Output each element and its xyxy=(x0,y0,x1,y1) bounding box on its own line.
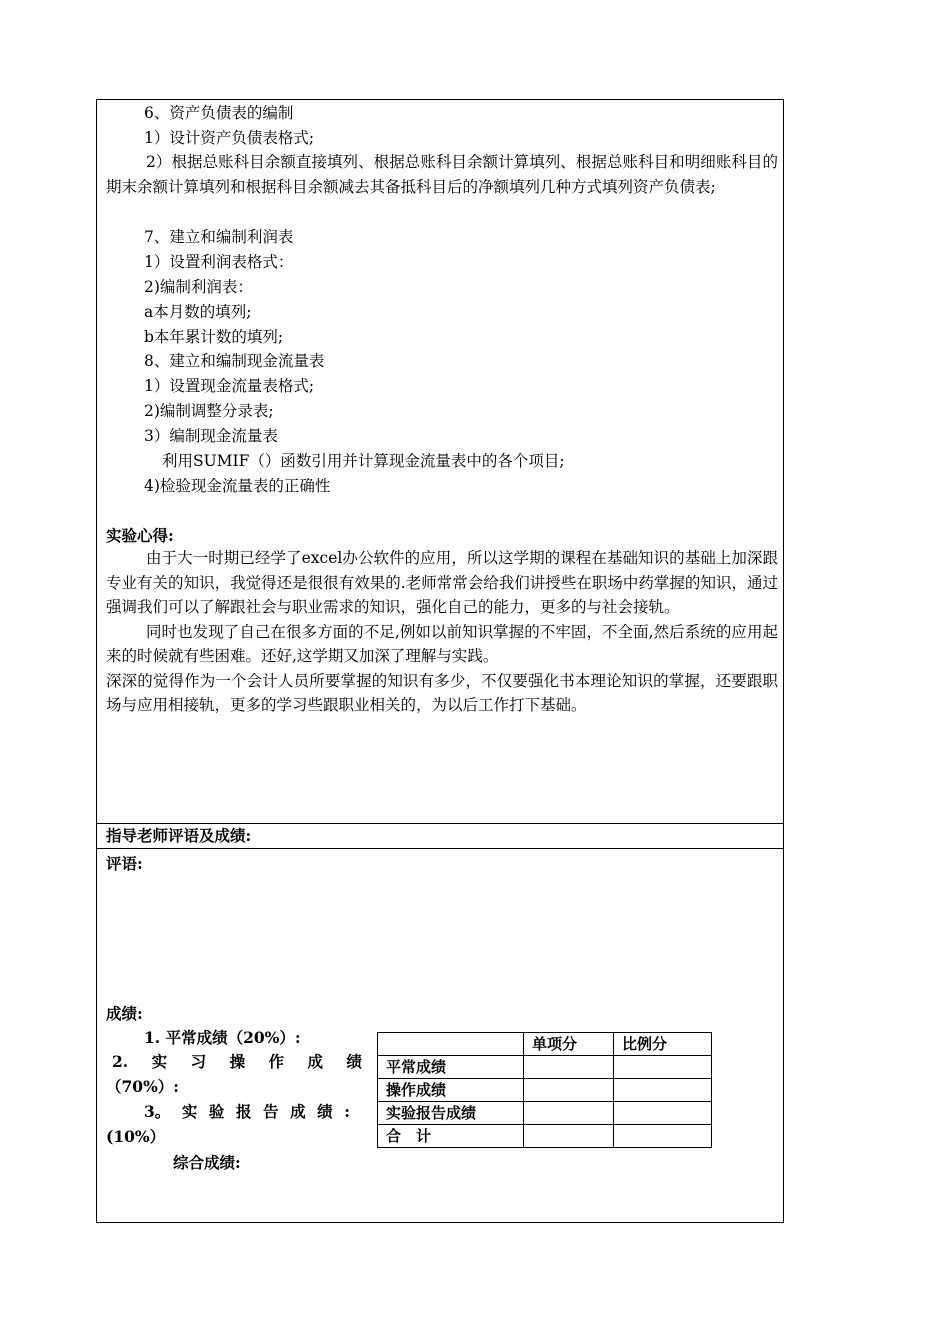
table-row xyxy=(378,1102,712,1125)
step-line: 利用SUMIF（）函数引用并计算现金流量表中的各个项目; xyxy=(162,452,565,470)
ratio-score-cell[interactable] xyxy=(614,1056,712,1079)
reflection-paragraph: 深深的觉得作为一个会计人员所要掌握的知识有多少，不仅要强化书本理论知识的掌握，还要跟职场与应用相接轨，更多的学习些跟职业相关的，为以后工作打下基础。 xyxy=(106,671,778,714)
step-line: 2）根据总账科目余额直接填列、根据总账科目余额计算填列、根据总账科目和明细账科目的期末余额计算填列和根据科目余额减去其备抵科目后的净额填列几种方式填列资产负债表; xyxy=(106,153,778,196)
total-grade-label: 综合成绩: xyxy=(173,1153,241,1172)
section-divider xyxy=(96,823,784,824)
reflection-paragraph: 同时也发现了自己在很多方面的不足,例如以前知识掌握的不牢固，不全面,然后系统的应用起来的时候就有些困难。还好,这学期又加深了理解与实践。 xyxy=(106,622,778,665)
ratio-score-cell[interactable] xyxy=(614,1079,712,1102)
row-label: 操作成绩 xyxy=(378,1079,524,1102)
step-paragraph xyxy=(106,150,778,199)
step-line: 8、建立和编制现金流量表 xyxy=(144,352,325,370)
teacher-heading: 指导老师评语及成绩: xyxy=(106,826,252,845)
grade-item-practice: 2. 实 习 操 作 成 绩 xyxy=(112,1052,362,1071)
table-header: 单项分 xyxy=(524,1033,614,1056)
comment-label: 评语: xyxy=(106,854,143,873)
step-line: 7、建立和编制利润表 xyxy=(144,228,294,246)
single-score-cell[interactable] xyxy=(524,1056,614,1079)
row-label: 合 计 xyxy=(378,1125,524,1148)
single-score-cell[interactable] xyxy=(524,1125,614,1148)
table-row xyxy=(378,1079,712,1102)
table-row xyxy=(378,1056,712,1079)
step-line: 1）设置利润表格式： xyxy=(144,253,294,271)
table-header-row xyxy=(378,1033,712,1056)
single-score-cell[interactable] xyxy=(524,1079,614,1102)
step-line: 3）编制现金流量表 xyxy=(144,427,278,445)
reflection-paragraph: 由于大一时期已经学了excel办公软件的应用，所以这学期的课程在基础知识的基础上加深跟专业有关的知识，我觉得还是很很有效果的.老师常常会给我们讲授些在职场中药掌握的知识，通过强调我们可以了解跟社会与职业需求的知识，强化自己的能力，更多的与社会接轨。 xyxy=(106,549,778,616)
grade-item-regular: 1. 平常成绩（20%）: xyxy=(144,1028,301,1047)
row-label: 实验报告成绩 xyxy=(378,1102,524,1125)
table-header xyxy=(378,1033,524,1056)
ratio-score-cell[interactable] xyxy=(614,1102,712,1125)
single-score-cell[interactable] xyxy=(524,1102,614,1125)
grade-item-practice-weight: （70%）: xyxy=(106,1077,180,1096)
grade-label: 成绩: xyxy=(106,1004,143,1023)
reflection-body xyxy=(106,546,778,718)
step-line: 2)编制利润表： xyxy=(144,278,253,296)
ratio-score-cell[interactable] xyxy=(614,1125,712,1148)
step-line: b本年累计数的填列; xyxy=(144,328,284,346)
grade-item-report-weight: (10%） xyxy=(106,1127,166,1146)
step-line: 6、资产负债表的编制 xyxy=(144,104,294,122)
step-line: 2)编制调整分录表; xyxy=(144,402,274,420)
step-line: a本月数的填列; xyxy=(144,303,252,321)
score-table xyxy=(377,1032,712,1148)
section-divider xyxy=(96,848,784,849)
table-header: 比例分 xyxy=(614,1033,712,1056)
step-line: 1）设置现金流量表格式; xyxy=(144,377,315,395)
reflection-heading: 实验心得: xyxy=(106,526,174,545)
grade-item-report: 3。 实 验 报 告 成 绩 : xyxy=(144,1102,350,1121)
table-row xyxy=(378,1125,712,1148)
step-line: 1）设计资产负债表格式; xyxy=(144,129,315,147)
row-label: 平常成绩 xyxy=(378,1056,524,1079)
step-line: 4)检验现金流量表的正确性 xyxy=(144,477,331,495)
